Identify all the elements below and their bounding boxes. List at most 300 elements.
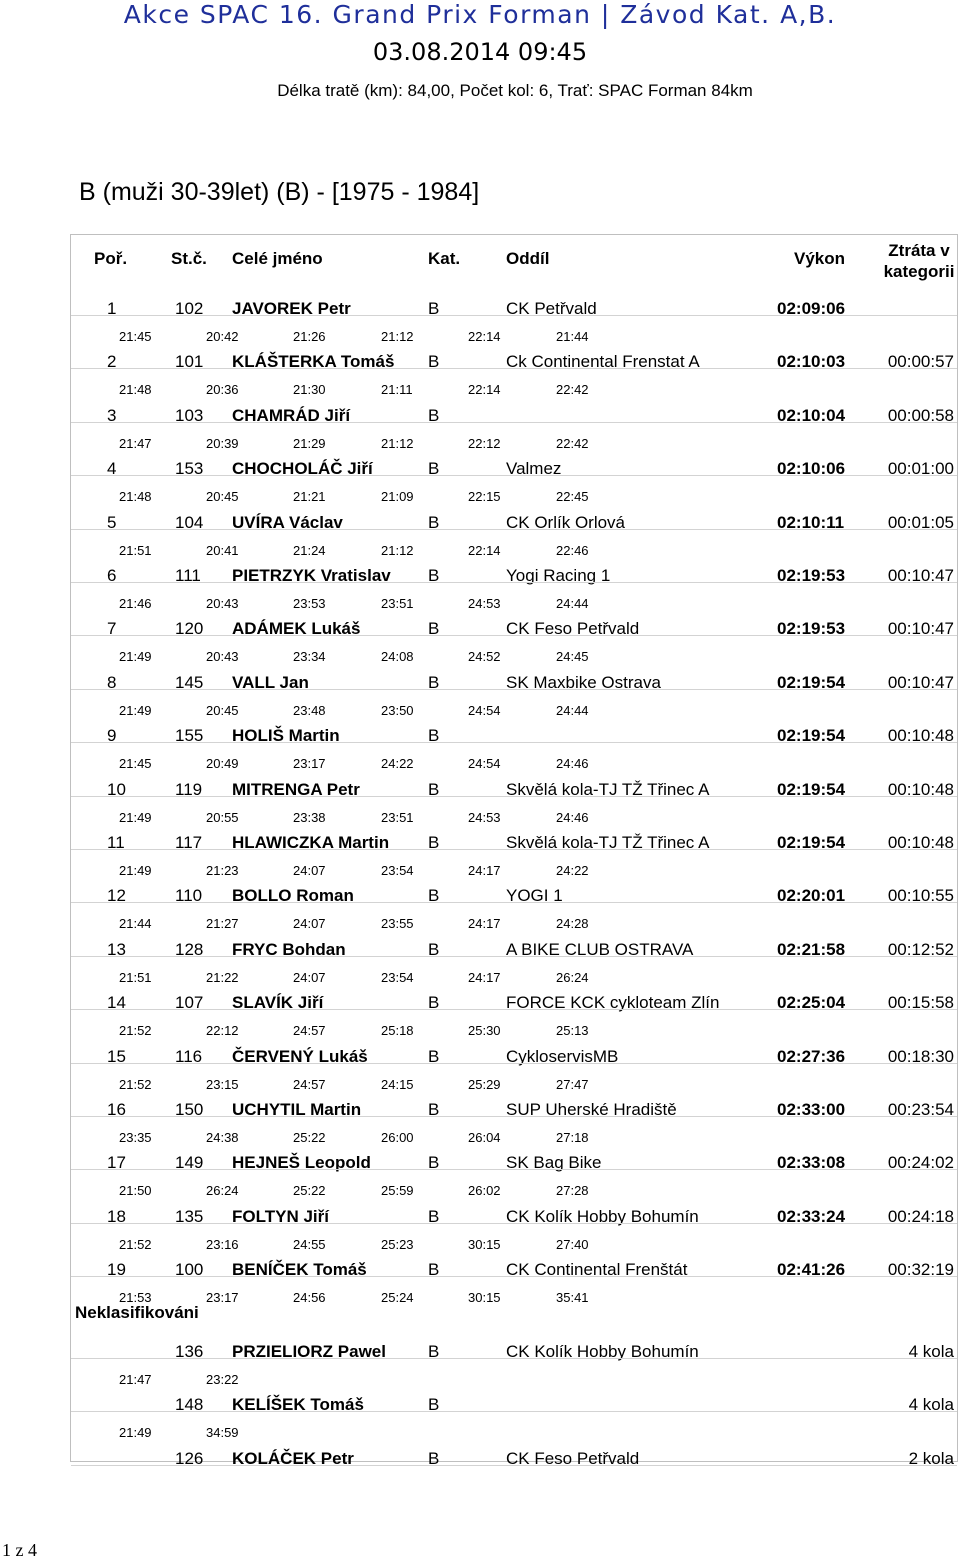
- start-number: 111: [175, 566, 201, 585]
- lap-time: 21:52: [119, 1076, 152, 1092]
- result-row: [71, 288, 957, 342]
- race-time: 02:33:08: [777, 1153, 846, 1173]
- club: CK Kolík Hobby Bohumín: [506, 1206, 699, 1226]
- lap-time: 20:49: [206, 756, 239, 772]
- page-number: 1 z 4: [2, 1540, 37, 1560]
- row-divider: [71, 315, 957, 316]
- race-time: 02:41:26: [777, 1260, 846, 1280]
- start-number: 149: [175, 1153, 204, 1173]
- start-number: 103: [175, 405, 204, 425]
- lap-time: 23:17: [293, 756, 326, 772]
- lap-time: 24:57: [293, 1023, 326, 1039]
- lap-time: 21:26: [293, 329, 326, 344]
- time-loss: 4 kola: [908, 1342, 954, 1361]
- lap-time: 26:24: [206, 1183, 239, 1199]
- unclassified-row: [71, 1331, 957, 1385]
- lap-time: 24:54: [468, 702, 501, 718]
- lap-time: 23:35: [119, 1130, 152, 1145]
- lap-time: 30:15: [468, 1290, 501, 1306]
- race-time: 02:10:03: [777, 352, 846, 372]
- result-row: [71, 982, 957, 1039]
- race-time: 02:33:24: [777, 1206, 846, 1226]
- racer-name: HLAWICZKA Martin: [232, 833, 390, 852]
- category: B: [428, 1153, 440, 1173]
- lap-time: 23:22: [206, 1372, 239, 1387]
- lap-time: 22:45: [556, 489, 589, 505]
- race-time: 02:09:06: [777, 299, 846, 318]
- lap-time: 23:51: [381, 596, 414, 611]
- start-number: 100: [175, 1260, 204, 1280]
- category: B: [428, 672, 440, 692]
- time-loss: 00:23:54: [887, 1100, 954, 1119]
- lap-time: 22:12: [468, 435, 501, 451]
- club: CK Orlík Orlová: [506, 512, 626, 532]
- unclassified-row: [71, 1384, 957, 1441]
- lap-time: 21:46: [119, 596, 152, 611]
- row-divider: [71, 1169, 957, 1170]
- lap-time: 21:27: [206, 916, 239, 932]
- time-loss: 00:10:48: [887, 726, 954, 746]
- lap-time: 21:29: [293, 435, 326, 451]
- position: 14: [107, 993, 126, 1013]
- time-loss: 00:10:47: [887, 566, 954, 585]
- start-number: 102: [175, 299, 204, 318]
- result-row: [71, 662, 957, 716]
- time-loss: 00:01:05: [887, 512, 954, 532]
- racer-name: BENÍČEK Tomáš: [232, 1260, 367, 1280]
- club: Valmez: [506, 459, 562, 479]
- position: 18: [107, 1206, 126, 1226]
- racer-name: UVÍRA Václav: [232, 512, 343, 532]
- club: Yogi Racing 1: [506, 566, 611, 585]
- start-number: 148: [175, 1395, 204, 1415]
- col-header-club: Oddíl: [506, 249, 550, 268]
- racer-name: KOLÁČEK Petr: [232, 1448, 354, 1468]
- lap-time: 26:24: [556, 969, 589, 985]
- start-number: 145: [175, 672, 204, 692]
- row-divider: [71, 849, 957, 850]
- row-divider: [71, 902, 957, 903]
- result-row: [71, 1089, 957, 1143]
- lap-time: 20:43: [206, 649, 239, 665]
- lap-time: 21:51: [119, 542, 152, 558]
- racer-name: HEJNEŠ Leopold: [232, 1153, 371, 1173]
- lap-time: 24:22: [381, 756, 414, 772]
- category: B: [428, 1100, 440, 1119]
- racer-name: SLAVÍK Jiří: [232, 993, 324, 1013]
- row-divider: [71, 582, 957, 583]
- lap-time: 26:04: [468, 1130, 501, 1145]
- lap-time: 23:54: [381, 969, 414, 985]
- position: 3: [107, 405, 117, 425]
- lap-time: 24:55: [293, 1236, 326, 1252]
- time-loss: 4 kola: [908, 1395, 954, 1415]
- row-divider: [71, 1276, 957, 1277]
- lap-time: 20:41: [206, 542, 239, 558]
- start-number: 153: [175, 459, 204, 479]
- category: B: [428, 1448, 440, 1468]
- result-row: [71, 555, 957, 609]
- race-time: 02:25:04: [777, 993, 846, 1013]
- col-header-loss-line1: Ztráta v: [888, 241, 950, 260]
- col-header-position: Poř.: [94, 249, 128, 268]
- time-loss: 00:24:18: [887, 1206, 954, 1226]
- result-row: [71, 822, 957, 876]
- lap-time: 24:15: [381, 1076, 414, 1092]
- lap-time: 21:50: [119, 1183, 152, 1199]
- start-number: 101: [175, 352, 204, 372]
- result-row: [71, 341, 957, 398]
- row-divider: [71, 1465, 957, 1466]
- col-header-loss: [881, 240, 957, 282]
- lap-time: 21:53: [119, 1290, 152, 1306]
- racer-name: ADÁMEK Lukáš: [232, 619, 361, 639]
- row-divider: [71, 368, 957, 369]
- lap-time: 22:15: [468, 489, 501, 505]
- club: CK Feso Petřvald: [506, 1448, 640, 1468]
- club: Skvělá kola-TJ TŽ Třinec A: [506, 779, 710, 799]
- lap-time: 23:51: [381, 809, 414, 825]
- time-loss: 00:10:48: [887, 779, 954, 799]
- lap-time: 22:14: [468, 382, 501, 398]
- lap-time: 23:38: [293, 809, 326, 825]
- position: 10: [107, 779, 126, 799]
- race-time: 02:10:04: [777, 405, 846, 425]
- race-time: 02:10:06: [777, 459, 846, 479]
- race-info: Délka tratě (km): 84,00, Počet kol: 6, Trať: SPAC Forman 84km: [277, 81, 753, 100]
- lap-time: 21:49: [119, 702, 152, 718]
- row-divider: [71, 689, 957, 690]
- result-row: [71, 395, 957, 449]
- lap-time: 20:36: [206, 382, 239, 398]
- lap-time: 24:17: [468, 863, 501, 878]
- position: 15: [107, 1046, 126, 1066]
- lap-time: 23:16: [206, 1236, 239, 1252]
- result-row: [71, 1142, 957, 1199]
- lap-time: 21:47: [119, 435, 152, 451]
- category: B: [428, 1206, 440, 1226]
- lap-time: 25:29: [468, 1076, 501, 1092]
- club: CykloservisMB: [506, 1046, 619, 1066]
- lap-time: 21:12: [381, 329, 414, 344]
- row-divider: [71, 1116, 957, 1117]
- result-row: [71, 1249, 957, 1306]
- lap-time: 21:47: [119, 1372, 152, 1387]
- lap-time: 21:23: [206, 863, 239, 878]
- row-divider: [71, 1009, 957, 1010]
- race-time: 02:19:54: [777, 833, 846, 852]
- racer-name: JAVOREK Petr: [232, 299, 351, 318]
- start-number: 120: [175, 619, 204, 639]
- position: 11: [107, 833, 125, 852]
- position: 17: [107, 1153, 126, 1173]
- lap-time: 21:30: [293, 382, 326, 398]
- lap-time: 22:12: [206, 1023, 239, 1039]
- racer-name: CHOCHOLÁČ Jiří: [232, 459, 373, 479]
- race-time: 02:19:53: [777, 619, 846, 639]
- lap-time: 27:47: [556, 1076, 589, 1092]
- lap-time: 21:48: [119, 382, 152, 398]
- position: 8: [107, 672, 117, 692]
- category: B: [428, 459, 440, 479]
- lap-time: 34:59: [206, 1425, 239, 1441]
- result-row: [71, 1036, 957, 1090]
- club: Skvělá kola-TJ TŽ Třinec A: [506, 833, 710, 852]
- lap-time: 24:07: [293, 916, 326, 932]
- start-number: 117: [175, 833, 203, 852]
- row-divider: [71, 422, 957, 423]
- lap-time: 21:44: [556, 329, 589, 344]
- time-loss: 00:24:02: [887, 1153, 954, 1173]
- category: B: [428, 1395, 440, 1415]
- racer-name: HOLIŠ Martin: [232, 726, 340, 746]
- event-date: 03.08.2014 09:45: [372, 38, 588, 66]
- lap-time: 25:30: [468, 1023, 501, 1039]
- category: B: [428, 352, 440, 372]
- time-loss: 00:32:19: [887, 1260, 954, 1280]
- race-time: 02:19:54: [777, 726, 846, 746]
- lap-time: 25:22: [293, 1130, 326, 1145]
- category: B: [428, 405, 440, 425]
- lap-time: 21:24: [293, 542, 326, 558]
- start-number: 150: [175, 1100, 204, 1119]
- lap-time: 21:12: [381, 542, 414, 558]
- position: 5: [107, 512, 117, 532]
- position: 7: [107, 619, 117, 639]
- race-time: 02:33:00: [777, 1100, 846, 1119]
- lap-time: 24:28: [556, 916, 589, 932]
- row-divider: [71, 1063, 957, 1064]
- result-row: [71, 608, 957, 665]
- lap-time: 21:49: [119, 809, 152, 825]
- lap-time: 21:45: [119, 329, 152, 344]
- result-row: [71, 769, 957, 823]
- category: B: [428, 1260, 440, 1280]
- page-title: Akce SPAC 16. Grand Prix Forman | Závod Kat. A,B.: [123, 0, 837, 29]
- category: B: [428, 1046, 440, 1066]
- category: B: [428, 299, 440, 318]
- lap-time: 35:41: [556, 1290, 589, 1306]
- row-divider: [71, 796, 957, 797]
- lap-time: 24:08: [381, 649, 414, 665]
- time-loss: 00:10:55: [887, 886, 954, 906]
- row-divider: [71, 635, 957, 636]
- lap-time: 22:42: [556, 435, 589, 451]
- col-header-start-number: St.č.: [171, 249, 207, 268]
- club: CK Feso Petřvald: [506, 619, 640, 639]
- racer-name: UCHYTIL Martin: [232, 1100, 362, 1119]
- lap-time: 24:46: [556, 756, 589, 772]
- lap-time: 21:45: [119, 756, 152, 772]
- lap-time: 26:00: [381, 1130, 414, 1145]
- club: SK Maxbike Ostrava: [506, 672, 661, 692]
- racer-name: BOLLO Roman: [232, 886, 354, 906]
- club: SK Bag Bike: [506, 1153, 602, 1173]
- racer-name: FRYC Bohdan: [232, 939, 346, 959]
- start-number: 155: [175, 726, 204, 746]
- lap-time: 22:14: [468, 329, 501, 344]
- lap-time: 22:42: [556, 382, 589, 398]
- category: B: [428, 619, 440, 639]
- club: CK Petřvald: [506, 299, 597, 318]
- lap-time: 27:40: [556, 1236, 589, 1252]
- lap-time: 30:15: [468, 1236, 501, 1252]
- lap-time: 24:45: [556, 649, 589, 665]
- unclassified-heading: Neklasifikováni: [75, 1303, 199, 1322]
- lap-time: 23:53: [293, 596, 326, 611]
- lap-time: 21:44: [119, 916, 152, 932]
- club: CK Continental Frenštát: [506, 1260, 688, 1280]
- start-number: 126: [175, 1448, 204, 1468]
- result-row: [71, 502, 957, 556]
- position: 4: [107, 459, 117, 479]
- category-heading: B (muži 30-39let) (B) - [1975 - 1984]: [79, 178, 480, 206]
- racer-name: KLÁŠTERKA Tomáš: [232, 352, 395, 372]
- racer-name: PRZIELIORZ Pawel: [232, 1342, 386, 1361]
- time-loss: 00:10:48: [887, 833, 954, 852]
- lap-time: 20:43: [206, 596, 239, 611]
- category: B: [428, 566, 440, 585]
- position: 6: [107, 566, 117, 585]
- time-loss: 00:15:58: [887, 993, 954, 1013]
- lap-time: 24:54: [468, 756, 501, 772]
- start-number: 110: [175, 886, 203, 906]
- race-time: 02:21:58: [777, 939, 846, 959]
- category: B: [428, 886, 440, 906]
- lap-time: 24:52: [468, 649, 501, 665]
- position: 13: [107, 939, 126, 959]
- lap-time: 24:53: [468, 809, 501, 825]
- category: B: [428, 726, 440, 746]
- time-loss: 00:10:47: [887, 619, 954, 639]
- lap-time: 21:11: [381, 382, 413, 398]
- lap-time: 21:52: [119, 1023, 152, 1039]
- time-loss: 00:00:57: [887, 352, 954, 372]
- lap-time: 25:22: [293, 1183, 326, 1199]
- col-header-time: Výkon: [794, 249, 846, 268]
- row-divider: [71, 529, 957, 530]
- time-loss: 00:01:00: [887, 459, 954, 479]
- row-divider: [71, 475, 957, 476]
- lap-time: 25:13: [556, 1023, 589, 1039]
- lap-time: 23:34: [293, 649, 326, 665]
- lap-time: 20:45: [206, 702, 239, 718]
- time-loss: 2 kola: [908, 1448, 954, 1468]
- racer-name: VALL Jan: [232, 672, 309, 692]
- lap-time: 21:09: [381, 489, 414, 505]
- race-time: 02:20:01: [777, 886, 846, 906]
- position: 12: [107, 886, 126, 906]
- lap-time: 21:22: [206, 969, 239, 985]
- category: B: [428, 833, 440, 852]
- lap-time: 24:07: [293, 969, 326, 985]
- row-divider: [71, 956, 957, 957]
- club: A BIKE CLUB OSTRAVA: [506, 939, 694, 959]
- race-time: 02:19:53: [777, 566, 846, 585]
- time-loss: 00:10:47: [887, 672, 954, 692]
- lap-time: 21:48: [119, 489, 152, 505]
- lap-time: 25:59: [381, 1183, 414, 1199]
- lap-time: 24:38: [206, 1130, 239, 1145]
- racer-name: CHAMRÁD Jiří: [232, 405, 351, 425]
- start-number: 128: [175, 939, 204, 959]
- results-table: [70, 234, 958, 1468]
- category: B: [428, 939, 440, 959]
- row-divider: [71, 1223, 957, 1224]
- lap-time: 24:17: [468, 969, 501, 985]
- start-number: 136: [175, 1342, 204, 1361]
- lap-time: 21:49: [119, 863, 152, 878]
- start-number: 116: [175, 1046, 203, 1066]
- lap-time: 21:21: [293, 489, 326, 505]
- lap-time: 24:07: [293, 863, 326, 878]
- lap-time: 20:55: [206, 809, 239, 825]
- lap-time: 21:52: [119, 1236, 152, 1252]
- lap-time: 20:42: [206, 329, 239, 344]
- lap-time: 23:17: [206, 1290, 239, 1306]
- lap-time: 23:55: [381, 916, 414, 932]
- lap-time: 23:15: [206, 1076, 239, 1092]
- position: 9: [107, 726, 117, 746]
- time-loss: 00:12:52: [887, 939, 954, 959]
- lap-time: 23:48: [293, 702, 326, 718]
- start-number: 135: [175, 1206, 204, 1226]
- category: B: [428, 512, 440, 532]
- racer-name: PIETRZYK Vratislav: [232, 566, 391, 585]
- result-row: [71, 875, 957, 932]
- position: 2: [107, 352, 117, 372]
- race-time: 02:27:36: [777, 1046, 846, 1066]
- start-number: 119: [175, 779, 203, 799]
- club: YOGI 1: [506, 886, 563, 906]
- lap-time: 23:54: [381, 863, 414, 878]
- lap-time: 23:50: [381, 702, 414, 718]
- lap-time: 21:49: [119, 649, 152, 665]
- club: Ck Continental Frenstat A: [506, 352, 700, 372]
- lap-time: 24:57: [293, 1076, 326, 1092]
- race-time: 02:19:54: [777, 779, 846, 799]
- lap-time: 25:18: [381, 1023, 414, 1039]
- col-header-category: Kat.: [428, 249, 461, 268]
- racer-name: ČERVENÝ Lukáš: [232, 1046, 368, 1066]
- lap-time: 27:28: [556, 1183, 589, 1199]
- racer-name: KELÍŠEK Tomáš: [232, 1395, 364, 1415]
- lap-time: 24:56: [293, 1290, 326, 1306]
- start-number: 107: [175, 993, 204, 1013]
- lap-time: 21:51: [119, 969, 152, 985]
- lap-time: 24:46: [556, 809, 589, 825]
- time-loss: 00:00:58: [887, 405, 954, 425]
- club: CK Kolík Hobby Bohumín: [506, 1342, 699, 1361]
- row-divider: [71, 1411, 957, 1412]
- race-time: 02:19:54: [777, 672, 846, 692]
- lap-time: 26:02: [468, 1183, 501, 1199]
- position: 16: [107, 1100, 126, 1119]
- lap-time: 22:46: [556, 542, 589, 558]
- lap-time: 24:53: [468, 596, 501, 611]
- lap-time: 21:12: [381, 435, 414, 451]
- result-row: [71, 715, 957, 772]
- row-divider: [71, 742, 957, 743]
- lap-time: 20:45: [206, 489, 239, 505]
- category: B: [428, 993, 440, 1013]
- lap-time: 24:44: [556, 596, 589, 611]
- start-number: 104: [175, 512, 204, 532]
- lap-time: 27:18: [556, 1130, 589, 1145]
- row-divider: [71, 1358, 957, 1359]
- result-row: [71, 929, 957, 983]
- time-loss: 00:18:30: [887, 1046, 954, 1066]
